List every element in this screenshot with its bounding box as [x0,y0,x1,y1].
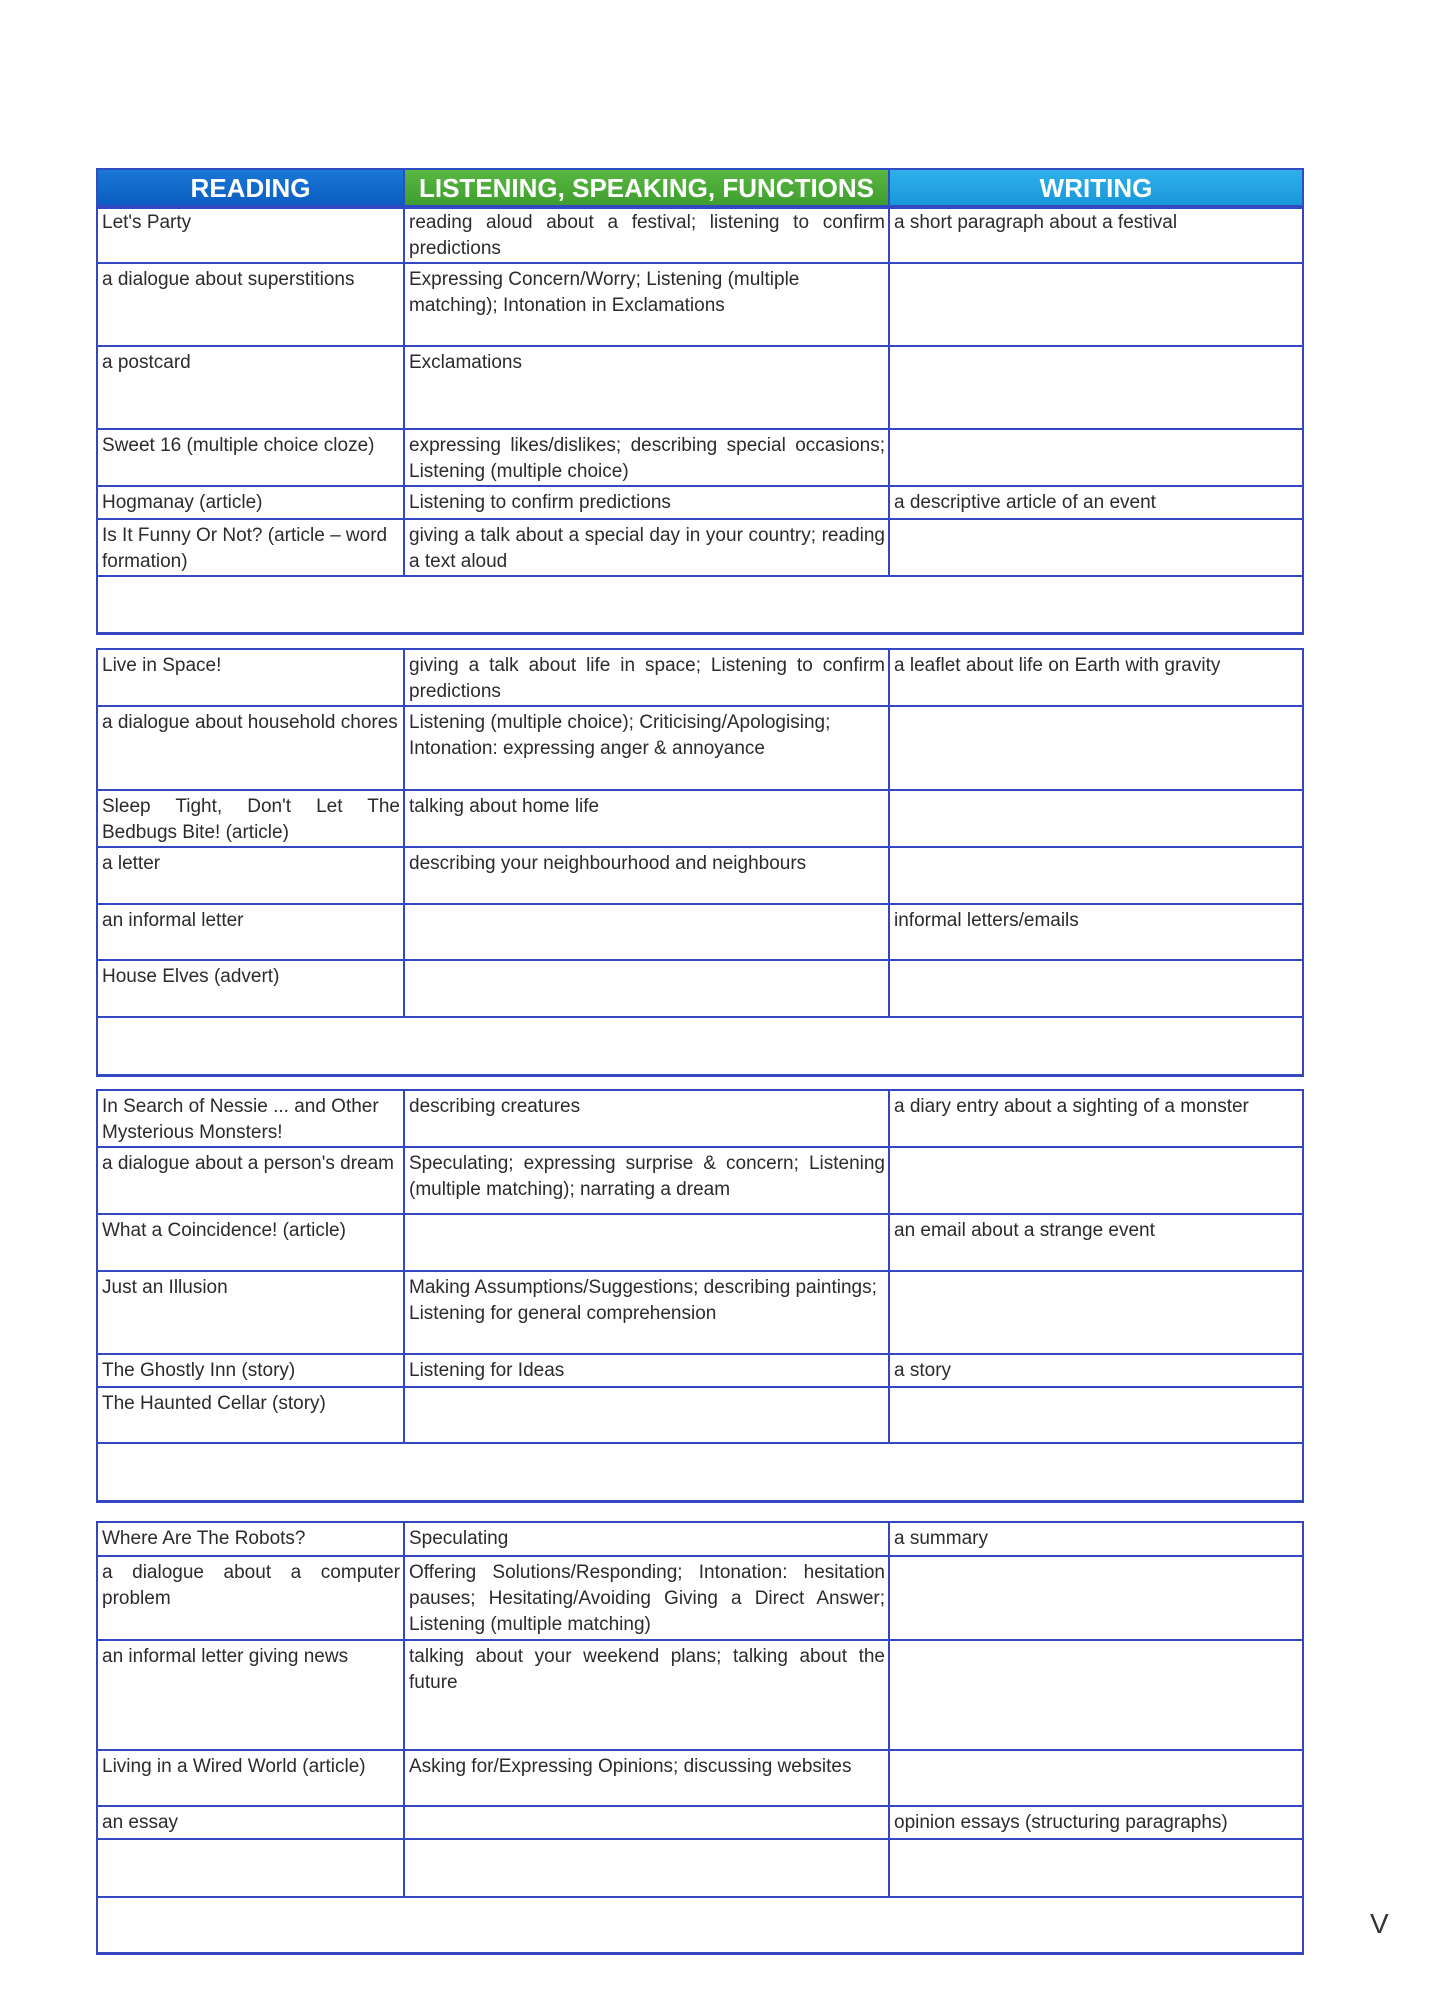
table-row [97,1354,1303,1387]
unit-table-3 [96,1089,1304,1503]
writing-cell [889,1640,1303,1750]
reading-cell: an informal letter giving news [97,1640,404,1750]
reading-cell: What a Coincidence! (article) [97,1214,404,1271]
reading-column-header: READING [97,169,404,208]
table-row [97,1147,1303,1214]
writing-cell [889,1750,1303,1806]
reading-cell: Live in Space! [97,649,404,706]
writing-cell [889,519,1303,576]
writing-cell [889,1556,1303,1640]
writing-cell: a descriptive article of an event [889,486,1303,519]
reading-cell: an essay [97,1806,404,1839]
listening-cell: describing your neighbourhood and neighbours [404,847,889,904]
writing-cell: a short paragraph about a festival [889,206,1303,263]
listening-cell: Expressing Concern/Worry; Listening (multiple matching); Intonation in Exclamations [404,263,889,346]
unit-table-1 [96,205,1304,635]
reading-cell: an informal letter [97,904,404,960]
table-row [97,706,1303,790]
reading-cell: a dialogue about a person's dream [97,1147,404,1214]
writing-cell: a leaflet about life on Earth with gravity [889,649,1303,706]
reading-cell: House Elves (advert) [97,960,404,1017]
listening-cell: giving a talk about life in space; Listening to confirm predictions [404,649,889,706]
reading-cell: Sweet 16 (multiple choice cloze) [97,429,404,486]
reading-cell: a letter [97,847,404,904]
writing-cell [889,706,1303,790]
table-row [97,346,1303,429]
listening-cell: Making Assumptions/Suggestions; describing paintings; Listening for general comprehension [404,1271,889,1354]
table-row [97,1839,1303,1897]
reading-cell: Hogmanay (article) [97,486,404,519]
writing-cell [889,790,1303,847]
table-row [97,429,1303,486]
writing-cell [889,346,1303,429]
table-row [97,1522,1303,1556]
listening-column-header: LISTENING, SPEAKING, FUNCTIONS [404,169,889,208]
listening-cell [404,960,889,1017]
unit-footer-cell [97,1017,1303,1075]
table-row [97,1640,1303,1750]
table-row [97,1090,1303,1147]
writing-column-header: WRITING [889,169,1303,208]
reading-cell: The Haunted Cellar (story) [97,1387,404,1443]
unit-table-4 [96,1521,1304,1955]
unit-footer-cell [97,1897,1303,1953]
unit-footer-cell [97,1443,1303,1501]
listening-cell: talking about home life [404,790,889,847]
reading-cell: Just an Illusion [97,1271,404,1354]
reading-cell: a postcard [97,346,404,429]
writing-cell [889,847,1303,904]
table-row [97,904,1303,960]
reading-cell [97,1839,404,1897]
reading-cell: a dialogue about household chores [97,706,404,790]
writing-cell: an email about a strange event [889,1214,1303,1271]
writing-cell [889,960,1303,1017]
table-row [97,790,1303,847]
unit-footer-row [97,1443,1303,1501]
unit-footer-cell [97,576,1303,633]
listening-cell: Listening (multiple choice); Criticising/Apologising; Intonation: expressing anger & annoyance [404,706,889,790]
listening-cell [404,1839,889,1897]
table-row [97,1214,1303,1271]
reading-cell: Where Are The Robots? [97,1522,404,1556]
listening-cell: describing creatures [404,1090,889,1147]
listening-cell: reading aloud about a festival; listening to confirm predictions [404,206,889,263]
listening-cell: Asking for/Expressing Opinions; discussing websites [404,1750,889,1806]
writing-cell [889,1839,1303,1897]
listening-cell: Offering Solutions/Responding; Intonation: hesitation pauses; Hesitating/Avoiding Giving a Direct Answer; Listening (multiple matching) [404,1556,889,1640]
reading-cell: In Search of Nessie ... and Other Mysterious Monsters! [97,1090,404,1147]
writing-cell [889,1387,1303,1443]
table-row [97,263,1303,346]
writing-cell [889,1271,1303,1354]
listening-cell: talking about your weekend plans; talking about the future [404,1640,889,1750]
listening-cell [404,1806,889,1839]
table-row [97,1750,1303,1806]
writing-cell [889,263,1303,346]
reading-cell: a dialogue about a computer problem [97,1556,404,1640]
unit-footer-row [97,576,1303,633]
listening-cell: Speculating; expressing surprise & concern; Listening (multiple matching); narrating a dream [404,1147,889,1214]
listening-cell [404,1387,889,1443]
listening-cell: Exclamations [404,346,889,429]
table-row [97,1806,1303,1839]
table-row [97,649,1303,706]
unit-table-2 [96,648,1304,1077]
table-row [97,1271,1303,1354]
table-row [97,206,1303,263]
table-row [97,960,1303,1017]
writing-cell: a diary entry about a sighting of a monster [889,1090,1303,1147]
writing-cell [889,429,1303,486]
listening-cell: giving a talk about a special day in your country; reading a text aloud [404,519,889,576]
table-row [97,519,1303,576]
listening-cell: Listening to confirm predictions [404,486,889,519]
listening-cell [404,1214,889,1271]
writing-cell: a summary [889,1522,1303,1556]
reading-cell: Living in a Wired World (article) [97,1750,404,1806]
page-number: V [1370,1908,1389,1939]
table-row [97,1387,1303,1443]
reading-cell: Sleep Tight, Don't Let The Bedbugs Bite! (article) [97,790,404,847]
listening-cell: Listening for Ideas [404,1354,889,1387]
listening-cell [404,904,889,960]
reading-cell: The Ghostly Inn (story) [97,1354,404,1387]
listening-cell: expressing likes/dislikes; describing special occasions; Listening (multiple choice) [404,429,889,486]
writing-cell: informal letters/emails [889,904,1303,960]
column-header-row [96,168,1304,209]
table-row [97,486,1303,519]
table-row [97,847,1303,904]
reading-cell: Is It Funny Or Not? (article – word formation) [97,519,404,576]
unit-footer-row [97,1017,1303,1075]
reading-cell: Let's Party [97,206,404,263]
listening-cell: Speculating [404,1522,889,1556]
writing-cell: a story [889,1354,1303,1387]
unit-footer-row [97,1897,1303,1953]
writing-cell: opinion essays (structuring paragraphs) [889,1806,1303,1839]
table-row [97,1556,1303,1640]
reading-cell: a dialogue about superstitions [97,263,404,346]
writing-cell [889,1147,1303,1214]
